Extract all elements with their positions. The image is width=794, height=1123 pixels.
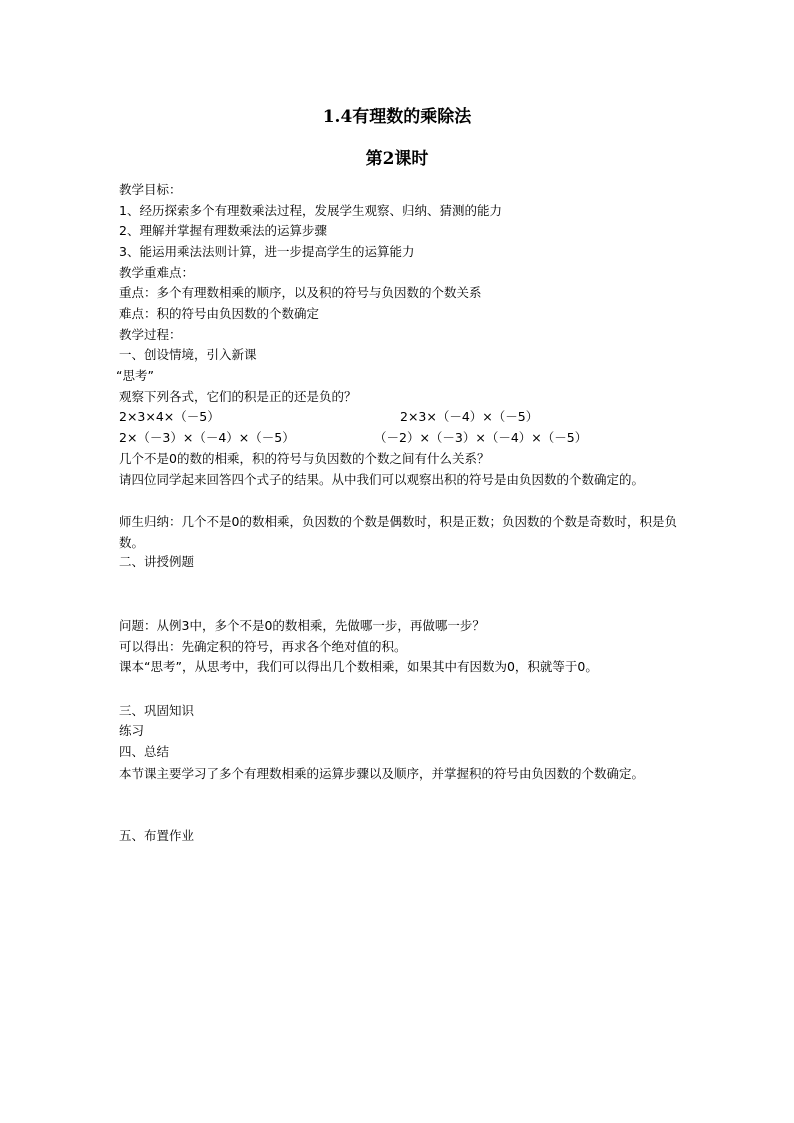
- question: 几个不是0的数的相乘，积的符号与负因数的个数之间有什么关系？: [119, 451, 490, 466]
- expression: 2×（－3）×（－4）×（－5）: [119, 430, 295, 445]
- example-conclusion: 可以得出：先确定积的符号，再求各个绝对值的积。: [119, 639, 407, 654]
- answer-paragraph: 请四位同学起来回答四个式子的结果。从中我们可以观察出积的符号是由负因数的个数确定的。: [119, 472, 645, 487]
- section-title: 五、布置作业: [119, 828, 195, 843]
- practice-label: 练习: [119, 723, 145, 738]
- difficulty: 难点：积的符号由负因数的个数确定: [119, 306, 320, 321]
- document-subtitle: 第2课时: [365, 149, 429, 169]
- summary-paragraph: 师生归纳：几个不是0的数相乘，负因数的个数是偶数时，积是正数；负因数的个数是奇数时，积是负数。: [119, 514, 677, 550]
- textbook-note: 课本“思考”，从思考中，我们可以得出几个数相乘，如果其中有因数为0，积就等于0。: [119, 659, 598, 674]
- observe-prompt: 观察下列各式，它们的积是正的还是负的？: [119, 389, 357, 404]
- think-label: “思考”: [116, 368, 154, 383]
- document-title: 1.4有理数的乘除法: [322, 107, 472, 127]
- key-point: 重点：多个有理数相乘的顺序，以及积的符号与负因数的个数关系: [119, 285, 482, 300]
- process-heading: 教学过程：: [119, 327, 182, 342]
- objective-item: 1、经历探索多个有理数乘法过程，发展学生观察、归纳、猜测的能力: [119, 203, 502, 218]
- conclusion-paragraph: 本节课主要学习了多个有理数相乘的运算步骤以及顺序，并掌握积的符号由负因数的个数确定。: [119, 766, 645, 781]
- expression: 2×3×（－4）×（－5）: [400, 409, 539, 424]
- section-title: 一、创设情境，引入新课: [119, 347, 257, 362]
- expression: （－2）×（－3）×（－4）×（－5）: [374, 430, 588, 445]
- objective-item: 2、理解并掌握有理数乘法的运算步骤: [119, 223, 327, 238]
- section-title: 二、讲授例题: [119, 554, 195, 569]
- example-question: 问题：从例3中，多个不是0的数相乘，先做哪一步，再做哪一步？: [119, 618, 485, 633]
- objectives-heading: 教学目标：: [119, 182, 182, 197]
- objective-item: 3、能运用乘法法则计算，进一步提高学生的运算能力: [119, 244, 415, 259]
- key-points-heading: 教学重难点：: [119, 265, 195, 280]
- expression: 2×3×4×（－5）: [119, 409, 220, 424]
- section-title: 三、巩固知识: [119, 703, 195, 718]
- section-title: 四、总结: [119, 744, 170, 759]
